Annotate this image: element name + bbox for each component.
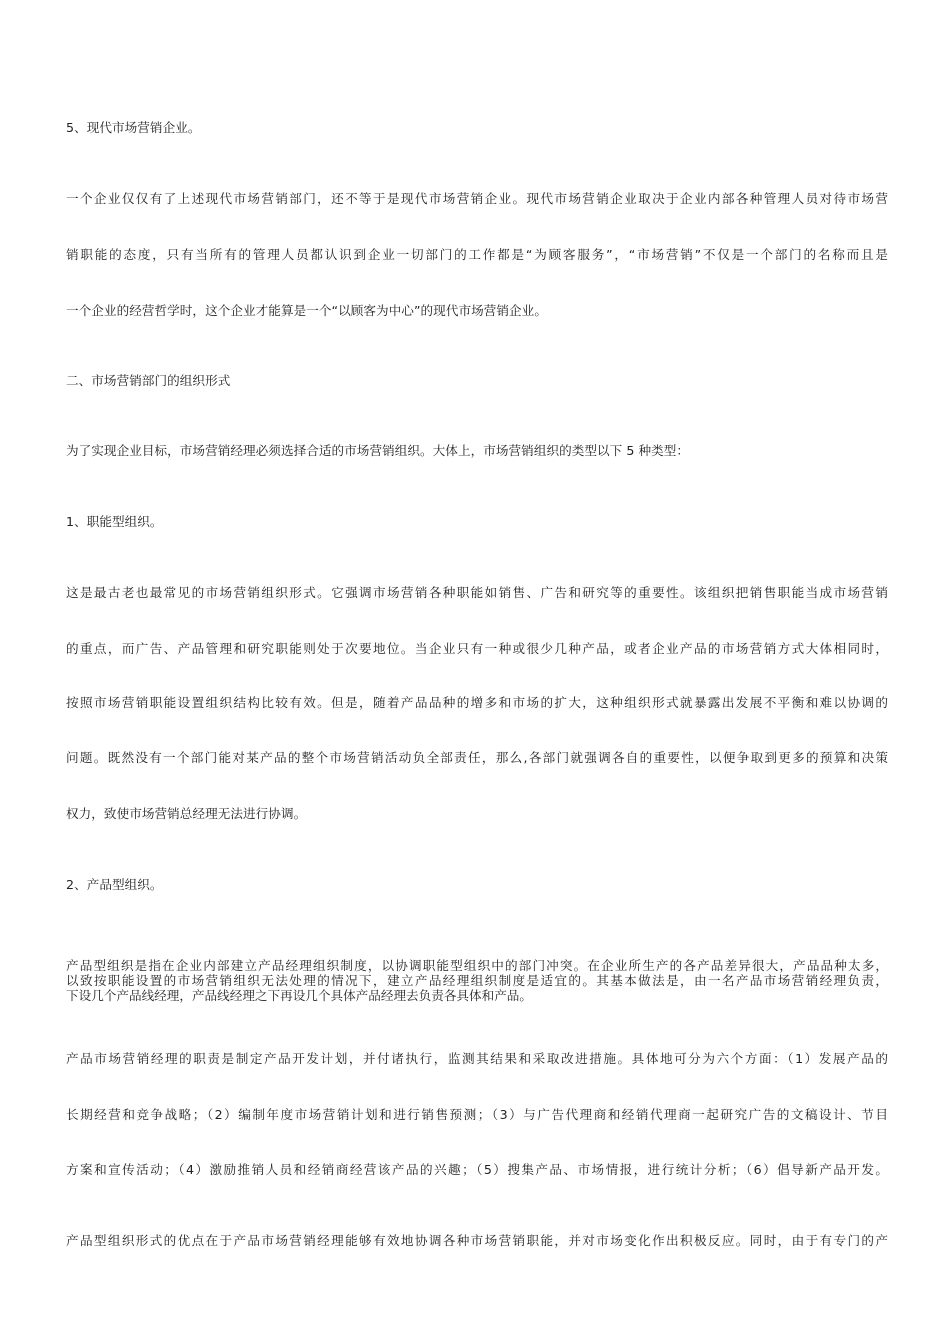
type-2-heading: 2、产品型组织。 bbox=[66, 877, 163, 892]
type-2-dense-line: 下设几个产品线经理，产品线经理之下再设几个具体产品经理去负责各具体和产品。 bbox=[66, 988, 532, 1003]
section-5-heading: 5、现代市场营销企业。 bbox=[66, 120, 201, 135]
type-2-dense-line: 产品型组织是指在企业内部建立产品经理组织制度，以协调职能型组织中的部门冲突。在企业所生产的各产品差异很大，产品品种太多， bbox=[66, 958, 888, 973]
part-2-intro: 为了实现企业目标，市场营销经理必须选择合适的市场营销组织。大体上，市场营销组织的类型以下 5 种类型： bbox=[66, 443, 690, 458]
section-5-paragraph-line: 销职能的态度，只有当所有的管理人员都认识到企业一切部门的工作都是“为顾客服务”，“市场营销”不仅是一个部门的名称而且是 bbox=[66, 247, 888, 262]
type-1-paragraph-line: 问题。既然没有一个部门能对某产品的整个市场营销活动负全部责任，那么,各部门就强调各自的重要性，以便争取到更多的预算和决策 bbox=[66, 750, 888, 765]
type-2-duties-line: 方案和宣传活动；（4）激励推销人员和经销商经营该产品的兴趣；（5）搜集产品、市场情报，进行统计分析；（6）倡导新产品开发。 bbox=[66, 1162, 888, 1177]
type-1-paragraph-line: 这是最古老也最常见的市场营销组织形式。它强调市场营销各种职能如销售、广告和研究等的重要性。该组织把销售职能当成市场营销 bbox=[66, 585, 888, 600]
type-2-advantage-line: 产品型组织形式的优点在于产品市场营销经理能够有效地协调各种市场营销职能，并对市场变化作出积极反应。同时，由于有专门的产 bbox=[66, 1233, 888, 1248]
section-5-paragraph-line: 一个企业的经营哲学时，这个企业才能算是一个“以顾客为中心”的现代市场营销企业。 bbox=[66, 303, 547, 318]
type-2-dense-paragraph bbox=[66, 958, 888, 1003]
type-2-duties-line: 产品市场营销经理的职责是制定产品开发计划，并付诸执行，监测其结果和采取改进措施。具体地可分为六个方面：（1）发展产品的 bbox=[66, 1051, 888, 1066]
type-1-heading: 1、职能型组织。 bbox=[66, 514, 163, 529]
type-1-paragraph-line: 按照市场营销职能设置组织结构比较有效。但是，随着产品品种的增多和市场的扩大，这种组织形式就暴露出发展不平衡和难以协调的 bbox=[66, 695, 888, 710]
type-2-duties-line: 长期经营和竞争战略；（2）编制年度市场营销计划和进行销售预测；（3）与广告代理商和经销代理商一起研究广告的文稿设计、节目 bbox=[66, 1107, 888, 1122]
type-1-paragraph-line: 权力，致使市场营销总经理无法进行协调。 bbox=[66, 806, 307, 821]
type-1-paragraph-line: 的重点，而广告、产品管理和研究职能则处于次要地位。当企业只有一种或很少几种产品，或者企业产品的市场营销方式大体相同时， bbox=[66, 641, 888, 656]
part-2-heading: 二、市场营销部门的组织形式 bbox=[66, 373, 231, 388]
section-5-paragraph-line: 一个企业仅仅有了上述现代市场营销部门，还不等于是现代市场营销企业。现代市场营销企业取决于企业内部各种管理人员对待市场营 bbox=[66, 191, 888, 206]
type-2-dense-line: 以致按职能设置的市场营销组织无法处理的情况下，建立产品经理组织制度是适宜的。其基本做法是，由一名产品市场营销经理负责， bbox=[66, 973, 888, 988]
